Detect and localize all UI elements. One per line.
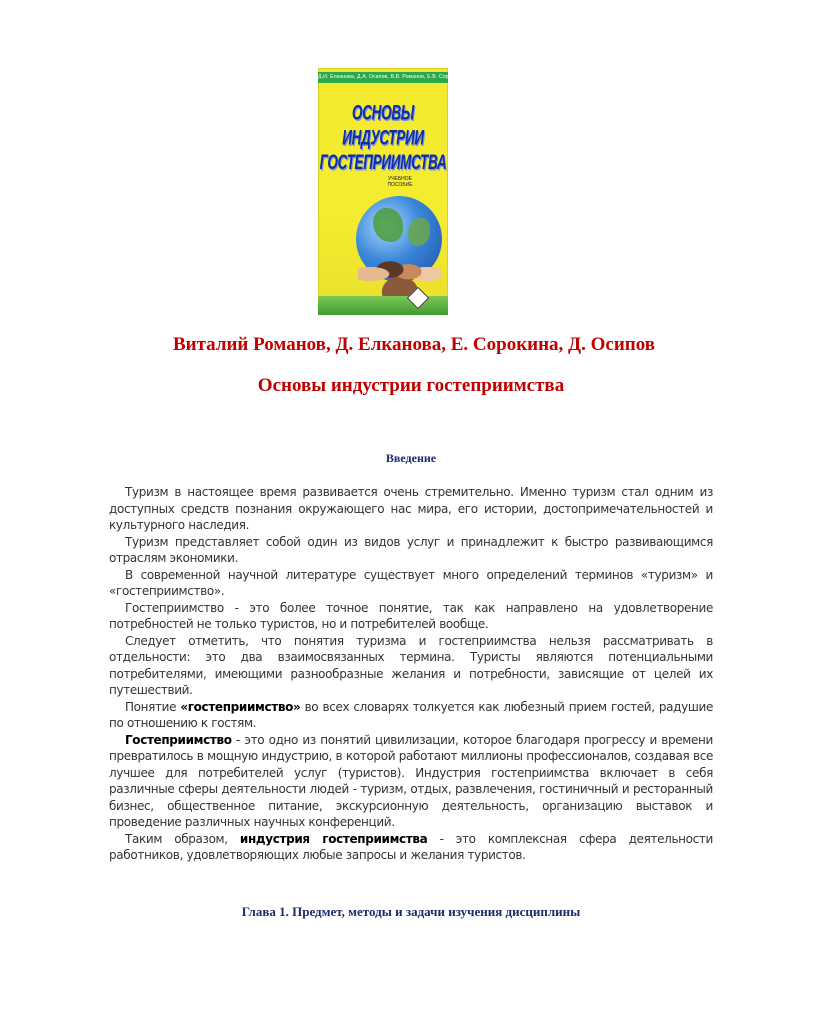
cover-title-line2: ГОСТЕПРИИМСТВА	[319, 150, 447, 174]
paragraph-6-rest: во всех словарях толкуется как любезный прием гостей, радушие по отношению к гостям.	[109, 699, 713, 730]
paragraph-1: Туризм в настоящее время развивается очень стремительно. Именно туризм стал одним из доступных средств познания окружающего нас мира, его истории, достопримечательностей и культурного наследия.	[109, 485, 713, 532]
cover-grass	[318, 296, 448, 315]
paragraph-8	[109, 831, 713, 864]
paragraph-6	[109, 699, 713, 732]
paragraph-8-rest: - это комплексная сфера деятельности работников, удовлетворяющих любые запросы и желания туристов.	[109, 831, 714, 862]
cover-subtitle-line1: УЧЕБНОЕ	[388, 176, 412, 182]
cover-title-line1: ОСНОВЫ ИНДУСТРИИ	[342, 101, 424, 150]
cover-authors: Д.И. Елканова, Д.А. Осипов, В.В. Романов, Е.В. Сорокина	[318, 74, 463, 80]
paragraph-6-term: «гостеприимство»	[180, 699, 301, 714]
cover-subtitle-line2: ПОСОБИЕ	[387, 182, 413, 188]
paragraph-6-lead: Понятие	[125, 699, 181, 714]
paragraph-2: Туризм представляет собой один из видов услуг и принадлежит к быстро развивающимся отраслям экономики.	[109, 534, 713, 565]
intro-body	[109, 484, 713, 864]
paragraph-4: Гостеприимство - это более точное понятие, так как направлено на удовлетворение потребностей не только туристов, но и потребителей вообще.	[109, 600, 713, 631]
paragraph-8-term: индустрия гостеприимства	[239, 831, 428, 846]
paragraph-8-lead: Таким образом,	[125, 831, 240, 846]
paragraph-5: Следует отметить, что понятия туризма и гостеприимства нельзя рассматривать в отдельности: это два взаимосвязанных термина. Туристы являются потенциальными потребителями, имеющими разнообразные желания и потребности, зависящие от целей их путешествий.	[109, 633, 713, 697]
paragraph-7-term: Гостеприимство	[125, 732, 232, 747]
intro-heading: Введение	[385, 451, 437, 465]
hands-illustration	[358, 256, 442, 301]
cover-subtitle	[380, 176, 420, 188]
paragraph-7	[109, 732, 713, 831]
book-authors: Виталий Романов, Д. Елканова, Е. Сорокина, Д. Осипов	[172, 334, 656, 355]
paragraph-7-rest: - это одно из понятий цивилизации, которое благодаря прогрессу и времени превратилось в мощную индустрию, в которой работают миллионы профессионалов, создавая все лучшее для потребителей услуг (туристов). Индустрия гостеприимства включает в себя различные сферы деятельности людей - туризм, отдых, развлечения, гостиничный и ресторанный бизнес, общественное питание, экскурсионную деятельность, организацию выставок и проведение различных научных конференций.	[109, 732, 713, 829]
book-cover-image	[318, 68, 463, 315]
cover-title	[318, 101, 448, 175]
paragraph-3: В современной научной литературе существует много определений терминов «туризм» и «гостеприимство».	[109, 567, 713, 598]
chapter-heading: Глава 1. Предмет, методы и задачи изучения дисциплины	[241, 904, 581, 919]
book-title: Основы индустрии гостеприимства	[257, 375, 565, 396]
